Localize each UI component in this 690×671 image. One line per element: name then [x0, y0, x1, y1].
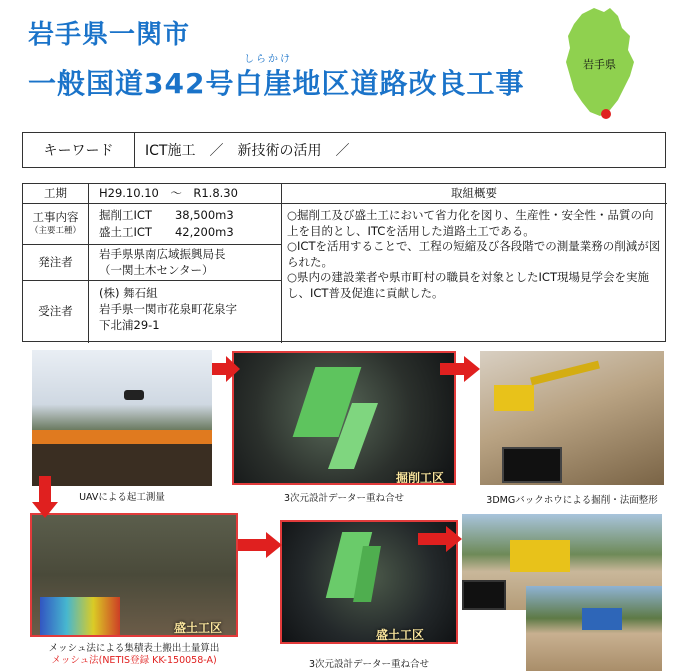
map-label: 岩手県 [583, 58, 616, 71]
bulldozer-icon [510, 540, 570, 572]
contractor-line3: 下北浦29-1 [99, 318, 160, 332]
photo-uav-survey [32, 350, 212, 486]
embankment-area-tag-2: 盛土工区 [376, 628, 425, 642]
period-label: 工期 [44, 186, 67, 200]
contractor-line1: (株) 舞石組 [99, 286, 158, 300]
photo-mesh-caption-2: メッシュ法(NETIS登録 KK-150058-A) [51, 655, 217, 666]
keyword-label: キーワード [23, 133, 135, 167]
title-ruby: しらかけ [244, 54, 292, 65]
drone-icon [124, 390, 144, 400]
arrow-right-icon-4 [418, 526, 462, 552]
page-title-line1: 岩手県一関市 [28, 20, 191, 50]
monitor-screen [502, 447, 562, 483]
photo-backhoe-caption: 3DMGバックホウによる掘削・法面整形 [486, 495, 658, 506]
keyword-box [22, 132, 666, 168]
content-line2: 盛土工ICT 42,200m3 [99, 225, 234, 239]
excavator-icon [582, 608, 622, 630]
photo-uav-caption: UAVによる起工測量 [79, 492, 165, 503]
photo-mesh-method [30, 513, 238, 637]
photo-3dmg-backhoe [480, 351, 664, 485]
period-value: H29.10.10 ～ R1.8.30 [99, 186, 238, 200]
excavation-area-tag: 掘削工区 [396, 471, 445, 485]
orderer-line2: （一関土木センター） [99, 263, 214, 277]
contractor-line2: 岩手県一関市花泉町花泉字 [99, 302, 237, 316]
content-label: 工事内容 [32, 210, 79, 224]
orderer-label: 発注者 [38, 255, 73, 269]
backhoe-icon [494, 385, 534, 411]
location-marker-icon [601, 109, 611, 119]
orderer-line1: 岩手県県南広域振興局長 [99, 247, 226, 261]
embankment-area-tag-1: 盛土工区 [174, 621, 223, 635]
contractor-label: 受注者 [38, 304, 73, 318]
arrow-right-icon-3 [238, 532, 282, 558]
arrow-right-icon-2 [440, 356, 480, 382]
page-title-line2: 一般国道342号白崖地区道路改良工事 [28, 67, 525, 100]
arrow-right-icon-1 [212, 356, 240, 382]
summary-header: 取組概要 [451, 186, 497, 200]
photo-3d-overlay-caption-2: 3次元設計データー重ね合せ [308, 659, 430, 670]
photo-3d-overlay-excavation [232, 351, 456, 485]
keyword-value: ICT施工 ／ 新技術の活用 ／ [145, 143, 350, 159]
photo-3d-overlay-caption: 3次元設計データー重ね合せ [283, 493, 405, 504]
monitor-screen-2 [462, 580, 506, 610]
content-line1: 掘削工ICT 38,500m3 [99, 208, 234, 222]
arrow-down-icon [32, 476, 58, 518]
summary-text: ○掘削工及び盛土工において省力化を図り、生産性・安全性・品質の向上を目的とし、ITCを活用した道路土工である。 ○ICTを活用することで、工程の短縮及び各段階での測量業務の削減が図られた。 ○県内の建設業者や県市町村の職員を対象としたICT現場見学会を実施し、ICT普及促進に貢献した。 [287, 208, 661, 300]
project-info-table [22, 183, 666, 342]
photo-mesh-caption-1: メッシュ法による集積表土搬出土量算出 [48, 643, 220, 654]
photo-excavator-site [526, 586, 662, 671]
content-sublabel: （主要工種） [29, 226, 81, 236]
